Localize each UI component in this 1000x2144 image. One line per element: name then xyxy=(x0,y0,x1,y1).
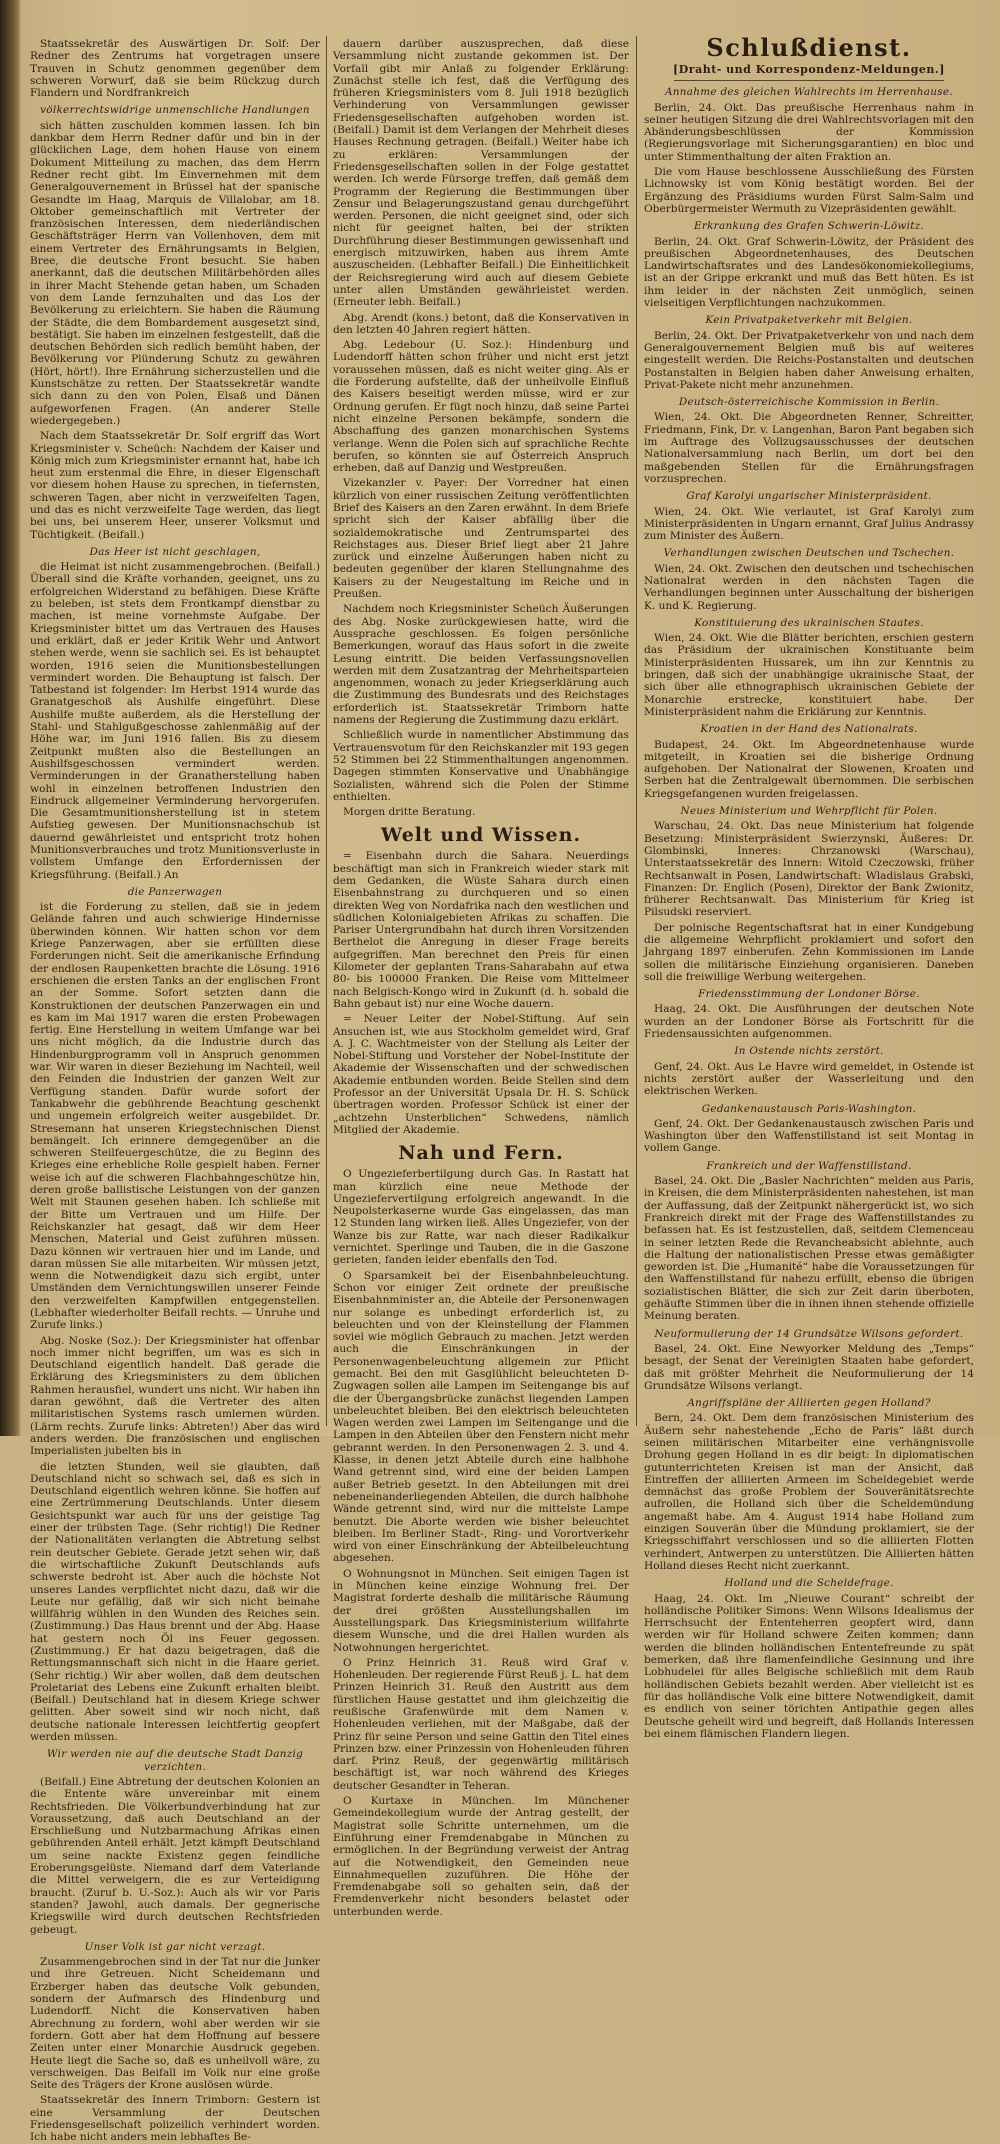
paragraph: Wien, 24. Okt. Wie verlautet, ist Graf Karolyi zum Ministerpräsidenten in Ungarn ernannt, Graf Julius Andrassy zum Minister des Äußern. xyxy=(644,505,974,543)
paragraph: Morgen dritte Beratung. xyxy=(343,806,476,819)
paragraph: Berlin, 24. Okt. Graf Schwerin-Löwitz, der Präsident des preußischen Abgeordnetenhauses, des Deutschen Landwirtschaftsrates und des Landesökonomiekollegiums, ist an der Grippe erkrankt und muß das Bett hüten. Es ist ihm leider in der nächsten Zeit unmöglich, seinen vielseitigen Verpflichtungen nachzukommen. xyxy=(644,235,974,310)
paragraph: Budapest, 24. Okt. Im Abgeordnetenhause wurde mitgeteilt, in Kroatien sei die bisherige Ordnung aufgehoben. Der Nationalrat der Slowenen, Kroaten und Serben hat die Zentralgewalt übernommen. Die serbischen Kriegsgefangenen wurden freigelassen. xyxy=(644,738,974,800)
paragraph: Genf, 24. Okt. Aus Le Havre wird gemeldet, in Ostende ist nichts zerstört außer der Wasserleitung und den elektrischen Werken. xyxy=(644,1060,974,1098)
paragraph: sich hätten zuschulden kommen lassen. Ich bin dankbar dem Herrn Redner dafür und bin in der glücklichen Lage, dem hohen Hause von einem Dokument Mitteilung zu machen, das dem Herrn Redner recht gibt. Im Einvernehmen mit dem Generalgouvernement in Brüssel hat der spanische Gesandte im Haag, Marquis de Villalobar, am 18. Oktober gemeinschaftlich mit Vertreter der französischen Interessen, dem niederländischen Geschäftsträger Herrn van Vollenhoven, dem mit einem Vertreter des Ernährungsamts in Belgien, Bree, die deutsche Front besucht. Sie haben anerkannt, daß die deutschen Militärbehörden alles in ihrer Macht Stehende getan haben, um Schaden von dem Lande fernzuhalten und das Los der Bevölkerung zu erleichtern. Sie haben die Räumung der Städte, die dem Bombardement ausgesetzt sind, bestätigt. Sie haben im einzelnen festgestellt, daß die deutschen Behörden sich redlich bemüht haben, der Bevölkerung vor Plünderung Schutz zu gewähren (Hört, hört!). Ihre Ernährung sicherzustellen und die Kunstschätze zu retten. Der Staatssekretär wandte sich dann zu den von Polen, Elsaß und Dänen aufgeworfenen Fragen. (An anderer Stelle wiedergegeben.) xyxy=(30,119,320,427)
paragraph: dauern darüber auszusprechen, daß diese Versammlung nicht zustande gekommen ist. Der Vorfall gibt mir Anlaß zu folgender Erklärung: Zunächst stelle ich fest, daß die Verfügung des früheren Kriegsministers vom 8. Juli 1918 bezüglich Verhinderung von Versammlungen gewisser Friedensgesellschaften aufgehoben worden ist. (Beifall.) Damit ist dem Verlangen der Mehrheit dieses Hauses Rechnung getragen. (Beifall.) Weiter habe ich zu erklären: Versammlungen der Friedensgesellschaften sollen in der Folge gestattet werden. Ich werde Fürsorge treffen, daß gemäß dem Programm der Regierung die Bestimmungen über Zensur und Belagerungszustand genau durchgeführt werden. Personen, die nicht geeignet sind, oder sich nicht für geeignet halten, bei der strikten Durchführung dieser Bestimmungen gewissenhaft und energisch mitzuwirken, haben aus ihrem Amte auszuscheiden. (Lebhafter Beifall.) Die Einheitlichkeit der Reichsregierung wird auch auf diesem Gebiete unter allen Umständen gewährleistet werden. (Erneuter lebh. Beifall.) xyxy=(333,38,629,309)
paragraph: Wien, 24. Okt. Wie die Blätter berichten, erschien gestern das Präsidium der ukrainischen Konstituante beim Ministerpräsidenten Hussarek, um ihn zur Kenntnis zu bringen, daß sich der unabhängige ukrainische Staat, der sich über alle ethnographisch ukrainischen Gebiete der Monarchie erstrecke, konstituiert habe. Der Ministerpräsident nahm die Erklärung zur Kenntnis. xyxy=(644,632,974,718)
paragraph: Staatssekretär des Innern Trimborn: Gestern ist eine Versammlung der Deutschen Friedensgesellschaft polizeilich verhindert worden. Ich habe nicht anders mein lebhaftes Be- xyxy=(30,2094,320,2144)
paragraph: Berlin, 24. Okt. Der Privatpaketverkehr von und nach dem Generalgouvernement Belgien muß bis auf weiteres eingestellt werden. Die Reichs-Postanstalten und deutschen Postanstalten in Belgien haben daher Anweisung erhalten, Privat-Pakete nicht mehr anzunehmen. xyxy=(644,329,974,391)
paragraph: = Eisenbahn durch die Sahara. Neuerdings beschäftigt man sich in Frankreich wieder stark mit dem Gedanken, die Wüste Sahara durch einen Eisenbahnstrang zu durchqueren und so einen direkten Weg von Nordafrika nach den westlichen und südlichen Kolonialgebieten Afrikas zu schaffen. Die Pariser Untergrundbahn hat durch ihren Vorsitzenden Berthelot die Anregung in dieser Frage bereits aufgegriffen. Man berechnet den Preis für einen Kilometer der geplanten Trans-Saharabahn auf etwa 80- bis 100000 Franken. Die Reise vom Mittelmeer nach Belgisch-Kongo wird in Zukunft (d. h. sobald die Bahn gebaut ist) nur eine Woche dauern. xyxy=(333,850,629,1010)
subheading: Unser Volk ist gar nicht verzagt. xyxy=(84,1940,266,1953)
section-subtitle: [Draht- und Korrespondenz-Meldungen.] xyxy=(673,63,945,76)
subheading: Kroatien in der Hand des Nationalrats. xyxy=(700,723,918,736)
subheading: völkerrechtswidrige unmenschliche Handlungen xyxy=(40,104,310,117)
subheading: Friedensstimmung der Londoner Börse. xyxy=(698,988,920,1001)
column-1 xyxy=(30,38,320,2144)
subheading: Holland und die Scheldefrage. xyxy=(724,1577,894,1590)
paragraph: Genf, 24. Okt. Der Gedankenaustausch zwischen Paris und Washington über den Waffenstillstand ist seit Montag in vollem Gange. xyxy=(644,1117,974,1155)
paragraph: Abg. Noske (Soz.): Der Kriegsminister hat offenbar noch immer nicht begriffen, um was es sich in Deutschland eigentlich handelt. Daß gerade die Erklärung des Kriegsministers zu dem üblichen Rahmen herausfiel, wundert uns nicht. Wir haben ihn daran gewöhnt, daß die Vertreter des alten militaristischen Systems rasch umlernen würden. (Lärm rechts. Zurufe links: Abtreten!) Aber das wird anders werden. Die französischen und englischen Imperialisten jubelten bis in xyxy=(30,1334,320,1458)
subheading: Deutsch-österreichische Kommission in Berlin. xyxy=(678,396,940,409)
subheading: Gedankenaustausch Paris-Washington. xyxy=(701,1102,917,1115)
paragraph: (Beifall.) Eine Abtretung der deutschen Kolonien an die Entente wäre unvereinbar mit einem Rechtsfrieden. Die Völkerbundverbindung hat zur Voraussetzung, daß auch Deutschland an der Erschließung und Nutzbarmachung Afrikas einen gebührenden Anteil erhält. Jetzt kämpft Deutschland um seine nackte Existenz gegen feindliche Eroberungsgelüste. Niemand darf dem Vaterlande die Mittel verweigern, die es zur Verteidigung braucht. (Zuruf b. U.-Soz.): Auch als wir vor Paris standen? Jawohl, auch damals. Der gegnerische Kriegswille wird durch deutschen Rechtsfrieden gebeugt. xyxy=(30,1775,320,1936)
binding-spine xyxy=(0,0,20,1436)
paragraph: Wien, 24. Okt. Zwischen den deutschen und tschechischen Nationalrat werden in den nächsten Tagen die Verhandlungen beginnen unter Ausschaltung der bisherigen K. und K. Regierung. xyxy=(644,562,974,612)
paragraph: O Kurtaxe in München. Im Münchener Gemeindekollegium wurde der Antrag gestellt, der Magistrat solle Schritte unternehmen, um die Einführung einer Fremdenabgabe in München zu ermöglichen. In der Begründung verweist der Antrag auf die Notwendigkeit, den Gemeinden neue Einnahmequellen zuzuführen. Die Höhe der Fremdenabgabe soll so gehalten sein, daß der Fremdenverkehr nicht besonders belastet oder unterbunden werde. xyxy=(333,1795,629,1918)
paragraph: Berlin, 24. Okt. Das preußische Herrenhaus nahm in seiner heutigen Sitzung die drei Wahlrechtsvorlagen mit den Abänderungsbeschlüssen der Kommission (Regierungsvorlage mit Sicherungsgarantien) en bloc und unter Stimmenthaltung der alten Fraktion an. xyxy=(644,101,974,163)
column-3 xyxy=(644,33,974,1740)
paragraph: ist die Forderung zu stellen, daß sie in jedem Gelände fahren und auch schwierige Hindernisse überwinden können. Wir hatten schon vor dem Kriege Panzerwagen, aber sie erfüllten diese Forderungen nicht. Seit die amerikanische Erfindung der endlosen Raupenketten brachte die Lösung. 1916 erschienen die ersten Tanks an der englischen Front an der Somme. Sofort setzten dann die Konstruktionen der deutschen Panzerwagen ein und es kam im Mai 1917 waren die ersten Probewagen fertig. Eine Herstellung in weitem Umfange war bei uns nicht möglich, da die Industrie durch das Hindenburgprogramm voll in Anspruch genommen war. Wir waren in dieser Beziehung im Nachteil, weil den Feinden die Industrien der ganzen Welt zur Verfügung standen. Dafür wurde sofort der Tankabwehr die gebührende Beachtung geschenkt und ungemein erfolgreich weiter ausgebildet. Dr. Stresemann hat unseren Kriegstechnischen Dienst bemängelt. Ich erinnere demgegenüber an die schweren Steilfeuergeschütze, die zu Beginn des Krieges eine erhebliche Rolle gespielt haben. Ferner weise ich auf die schweren Flachbahngeschütze hin, deren große ballistische Leistungen von der ganzen Welt mit Staunen gesehen haben. Ich schließe mit der Bitte um Vertrauen und um Hilfe. Der Reichskanzler hat gesagt, daß wir dem Heer Menschen, Material und Geist zuführen müssen. Dazu können wir vertrauen hier und im Lande, und daran müssen Sie alle mitarbeiten. Wir müssen jetzt, wenn die Notwendigkeit dazu sich ergibt, unter Umständen dem Vernichtungswillen unserer Feinde den verzweifelten Kampfwillen entgegenstellen. (Lebhafter wiederholter Beifall rechts. — Unruhe und Zurufe links.) xyxy=(30,901,320,1332)
section-heading: Nah und Fern. xyxy=(398,1142,564,1165)
paragraph: Staatssekretär des Auswärtigen Dr. Solf: Der Redner des Zentrums hat vorgetragen unsere Trauven in Schutz genommen gegenüber dem schweren Vorwurf, daß sie beim Rückzug durch Flandern und Nordfrankreich xyxy=(30,38,320,100)
paragraph: Abg. Arendt (kons.) betont, daß die Konservativen in den letzten 40 Jahren regiert hätten. xyxy=(333,311,629,336)
subheading: Annahme des gleichen Wahlrechts im Herrenhause. xyxy=(665,86,953,99)
subheading: In Ostende nichts zerstört. xyxy=(734,1045,884,1058)
subheading: Frankreich und der Waffenstillstand. xyxy=(706,1159,912,1172)
paragraph: Haag, 24. Okt. Die Ausführungen der deutschen Note wurden an der Londoner Börse als Fortschritt für die Friedensaussichten aufgenommen. xyxy=(644,1003,974,1041)
paragraph: Der polnische Regentschaftsrat hat in einer Kundgebung die allgemeine Wehrpflicht proklamiert und sofort den Jahrgang 1897 einberufen. Zehn Kommissionen im Lande sollen die militärische Einziehung organisieren. Daneben soll die freiwillige Werbung weitergehen. xyxy=(644,921,974,983)
paragraph: O Ungezieferbertilgung durch Gas. In Rastatt hat man kürzlich eine neue Methode der Ungeziefervertilgung erfolgreich angewandt. In die Neupolsterkaserne wurde Gas eingelassen, das man 12 Stunden lang wirken ließ. Alles Ungeziefer, von der Wanze bis zur Ratte, war nach dieser Radikalkur vernichtet. Sperlinge und Tauben, die in die Gaszone gerieten, fanden leider ebenfalls den Tod. xyxy=(333,1168,629,1267)
paragraph: Basel, 24. Okt. Die „Basler Nachrichten“ melden aus Paris, in Kreisen, die dem Ministerpräsidenten nahestehen, ist man der Auffassung, daß der Zeitpunkt nähergerückt ist, wo sich Frankreich direkt mit der Frage des Waffenstillstandes zu befassen hat. Es ist festzustellen, daß, seitdem Clemenceau in seiner letzten Rede die Revancheabsicht ablehnte, auch die Haltung der nationalistischen Presse etwas gemäßigter geworden ist. Die „Humanité“ habe die Voraussetzungen für den Waffenstillstand für nahezu erfüllt, ebenso die übrigen sozialistischen Blätter, die sich zur Zeit darin überboten, gehäufte Stimmen über die in ihnen ihnen stehende offizielle Meinung beraten. xyxy=(644,1175,974,1323)
subheading: Neues Ministerium und Wehrpflicht für Polen. xyxy=(680,805,938,818)
paragraph: O Prinz Heinrich 31. Reuß wird Graf v. Hohenleuden. Der regierende Fürst Reuß j. L. hat dem Prinzen Heinrich 31. Reuß den Austritt aus dem fürstlichen Hause gestattet und ihm gleichzeitig die reußische Grafenwürde mit dem Namen v. Hohenleuden verliehen, mit der Maßgabe, daß der Prinz für seine Person und seine Gattin den Titel eines Prinzen bzw. einer Prinzessin von Hohenleuden führen darf. Prinz Reuß, der gegenwärtig militärisch beschäftigt ist, war noch während des Krieges deutscher Gesandter in Teheran. xyxy=(333,1656,629,1792)
paragraph: Basel, 24. Okt. Eine Newyorker Meldung des „Temps“ besagt, der Senat der Vereinigten Staaten habe gefordert, daß mit größter Mehrheit die Neuformulierung der 14 Grundsätze Wilsons verlangt. xyxy=(644,1342,974,1392)
column-3-body xyxy=(644,86,974,1740)
paragraph: Wien, 24. Okt. Die Abgeordneten Renner, Schreitter, Friedmann, Fink, Dr. v. Langenhan, Baron Pant begaben sich im Auftrage des Vollzugsausschusses der deutschen Nationalversammlung nach Berlin, um dort bei den maßgebenden Stellen für die Ernährungsfragen vorzusprechen. xyxy=(644,411,974,485)
paragraph: Die vom Hause beschlossene Ausschließung des Fürsten Lichnowsky ist vom König bestätigt worden. Bei der Ergänzung des Präsidiums wurden Fürst Salm-Salm und Oberbürgermeister Wermuth zu Vizepräsidenten gewählt. xyxy=(644,166,974,215)
paragraph: Zusammengebrochen sind in der Tat nur die Junker und ihre Getreuen. Nicht Scheidemann und Erzberger haben das deutsche Volk gebunden, sondern der Aufmarsch des Hindenburg und Ludendorff. Nicht die Konservativen haben Abrechnung zu fordern, wohl aber werden wir sie fordern. Gott aber hat dem Hoffnung auf bessere Zeiten unter einer Monarchie Ausdruck gegeben. Heute liegt die Sache so, daß es unheilvoll wäre, zu verschweigen. Das Beifall im Volk nur eine große Seite des Trägers der Krone auslösen würde. xyxy=(30,1956,320,2092)
column-rule xyxy=(326,36,327,1426)
paragraph: O Wohnungsnot in München. Seit einigen Tagen ist in München keine einzige Wohnung frei. Der Magistrat forderte deshalb die militärische Räumung der drei größten Ausstellungshallen im Ausstellungspark. Das Kriegsministerium willfahrte diesem Wunsche, und die drei Hallen wurden als Notwohnungen hergerichtet. xyxy=(333,1567,629,1654)
paragraph: = Neuer Leiter der Nobel-Stiftung. Auf sein Ansuchen ist, wie aus Stockholm gemeldet wird, Graf A. J. C. Wachtmeister von der Stellung als Leiter der Nobel-Stiftung und Vorsteher der Nobel-Institute der Akademie der Wissenschaften und der schwedischen Akademie entbunden worden. Beide Stellen sind dem Professor an der Universität Upsala Dr. H. S. Schück übertragen worden. Professor Schück ist einer der „achtzehn Unsterblichen“ Schwedens, nämlich Mitglied der Akademie. xyxy=(333,1013,629,1136)
subheading: Das Heer ist nicht geschlagen, xyxy=(89,545,261,558)
subheading: die Panzerwagen xyxy=(127,885,223,898)
paragraph: Bern, 24. Okt. Dem dem französischen Ministerium des Äußern sehr nahestehende „Echo de Paris“ läßt durch seinen militärischen Mitarbeiter eine verhängnisvolle Drohung gegen Holland in es dir beigt: In diplomatischen gutunterrichteten Kreisen ist man der Ansicht, daß Eintreffen der alliierten Armeen im Scheldegebiet werde demnächst das große Problem der Souveränitätsrechte aufrollen, die Holland sich über die Scheldemündung angemaßt habe. Am 4. August 1914 habe Holland zum einzigen Souverän über die Mündung proklamiert, sie der Kriegsschiffahrt verschlossen und so die alliierten Flotten verhindert, Antwerpen zu unterstützen. Die Alliierten hätten Holland dieses Recht nicht zuerkannt. xyxy=(644,1412,974,1572)
paragraph: Schließlich wurde in namentlicher Abstimmung das Vertrauensvotum für den Reichskanzler mit 193 gegen 52 Stimmen bei 22 Stimmenthaltungen angenommen. Dagegen stimmten Konservative und Unabhängige Sozialisten, während sich die Polen der Stimme enthielten. xyxy=(333,729,629,803)
subheading: Verhandlungen zwischen Deutschen und Tschechen. xyxy=(663,547,955,560)
subheading: Graf Karolyi ungarischer Ministerpräsident. xyxy=(686,490,932,503)
paragraph: die letzten Stunden, weil sie glaubten, daß Deutschland nicht so schwach sei, daß es sich in Deutschland eigentlich wehren könne. Sie hoffen auf eine Zertrümmerung Deutschlands. Unter diesem Gesichtspunkt war auch für uns der geistige Tag einer der trübsten Tage. (Sehr richtig!) Die Redner der Nationalitäten verlangten die Abtretung selbst rein deutscher Gebiete. Gerade jetzt sehen wir, daß die wirtschaftliche Zukunft Deutschlands aufs schwerste bedroht ist. Aber auch die höchste Not unseres Landes verpflichtet nicht dazu, daß wir die Leute nur gefällig, daß wir sich nicht beinahe willfährig wühlen in den Wunden des Reiches sein. (Zustimmung.) Das Haus brennt und der Abg. Haase hat gestern noch Öl ins Feuer gegossen. (Zustimmung.) Er hat dazu beigetragen, daß die Rettungsmannschaft sich nicht in die Haare geriet. (Sehr richtig.) Wir aber wollen, daß dem deutschen Proletariat des Lebens eine Zukunft erhalten bleibt. (Beifall.) Deutschland hat in diesem Kriege schwer gelitten. Aber soweit sind wir noch nicht, daß deutsche nationale Interessen leichtfertig geopfert werden müssen. xyxy=(30,1460,320,1744)
subheading: Konstituierung des ukrainischen Staates. xyxy=(694,616,924,629)
paragraph: Nachdem noch Kriegsminister Scheüch Äußerungen des Abg. Noske zurückgewiesen hatte, wird die Aussprache geschlossen. Es folgen persönliche Bemerkungen, worauf das Haus sofort in die zweite Lesung eintritt. Die beiden Verfassungsnovellen werden mit dem Zusatzantrag der Mehrheitsparteien angenommen, wonach zu jeder Kriegserklärung auch die Zustimmung des Bundesrats und des Reichstages erforderlich ist. Staatssekretär Trimborn hatte namens der Regierung die Zustimmung dazu erklärt. xyxy=(333,603,629,727)
subheading: Wir werden nie auf die deutsche Stadt Danzig verzichten. xyxy=(46,1748,304,1773)
paragraph: O Sparsamkeit bei der Eisenbahnbeleuchtung. Schon vor einiger Zeit ordnete der preußische Eisenbahnminister an, die Abteile der Personenwagen nur solange es unbedingt erforderlich ist, zu beleuchten und von der Kleinstellung der Flammen soviel wie möglich Gebrauch zu machen. Jetzt werden auch die Einschränkungen in der Personenwagenbeleuchtung allgemein zur Pflicht gemacht. Bei den mit Gasglühlicht beleuchteten D-Zugwagen sollen alle Lampen im Seitengange bis auf die der Übergangsbrücke zunächst liegenden Lampen unbeleuchtet bleiben. Bei den elektrisch beleuchteten Wagen werden zwei Lampen im Seitengange und die Lampen in den Abteilen über den Fenstern nicht mehr gebrannt werden. In den Personenwagen 2. 3. und 4. Klasse, in denen jetzt Abteile durch eine halbhohe Wand getrennt sind, wird eine der beiden Lampen außer Betrieb gesetzt. In den Abteilungen mit drei nebeneinanderliegenden Abteilen, die durch halbhohe Wände getrennt sind, wird nur die mittelste Lampe benutzt. Die Aborte werden wie bisher beleuchtet bleiben. Im Berliner Stadt-, Ring- und Vorortverkehr wird von einer Einschränkung der Abteilbeleuchtung abgesehen. xyxy=(333,1269,629,1565)
paragraph: die Heimat ist nicht zusammengebrochen. (Beifall.) Überall sind die Kräfte vorhanden, geeignet, uns zu erfolgreichen Widerstand zu befähigen. Diese Kräfte zu beleben, ist stets dem Frontkampf dienstbar zu machen, ist meine vornehmste Aufgabe. Der Kriegsminister bittet um das Vertrauen des Hauses und erklärt, daß er jeder Kritik Wehr und Antwort stehen werde, wenn sie sachlich sei. Es ist behauptet worden, 1916 seien die Munitionsbestellungen vermindert worden. Die Behauptung ist falsch. Der Tatbestand ist folgender: Im Herbst 1914 wurde das Granatgeschoß als Aushilfe eingeführt. Diese Aushilfe mußte außerdem, als die Herstellung der Stahl- und Stahlgußgeschosse zahlenmäßig auf der Höhe war, im Juni 1916 fallen. Bis zu diesem Zeitpunkt mußten also die Bestellungen an Aushilfsgeschossen vermindert werden. Verminderungen in der Granatherstellung haben wohl in einzelnen betroffenen Industrien den Eindruck allgemeiner Verminderung hervorgerufen. Die Gesamtmunitionsherstellung ist in stetem Aufstieg gewesen. Der Munitionsnachschub ist dauernd gewährleistet und entspricht trotz hohen Munitionsverbrauches und trotz Munitionsverluste in vollstem Umfange den Erfordernissen der Kriegsführung. (Beifall.) An xyxy=(30,561,320,881)
column-rule xyxy=(636,36,637,1426)
section-title: Schlußdienst. xyxy=(706,33,912,62)
column-2 xyxy=(333,38,629,1918)
paragraph: Abg. Ledebour (U. Soz.): Hindenburg und Ludendorff hätten schon früher und nicht erst jetzt voraussehen müssen, daß es nicht weiter ging. Als er die Forderung aufstellte, daß der unheilvolle Einfluß des Kaisers beseitigt werden müsse, wird er zur Ordnung gerufen. Er fügt noch hinzu, daß seine Partei nicht einzelne Personen bekämpfe, sondern die Abschaffung des ganzen monarchischen Systems verlange. Wenn die Polen sich auf sprachliche Rechte berufen, so könnten sie auf Österreich Anspruch erheben, daß auf Danzig und Westpreußen. xyxy=(333,339,629,475)
paragraph: Haag, 24. Okt. Im „Nieuwe Courant“ schreibt der holländische Politiker Simons: Wenn Wilsons Idealismus der Herrschsucht der Ententeherren geopfert wird, dann werden wir für Holland schwere Zeiten kommen; dann werden die blinden holländischen Ententefreunde zu spät bemerken, daß ihre flamenfeindliche Gesinnung und ihre Lobhudelei für alles Belgische schließlich mit dem Raub holländischen Gebiets bezahlt werden. Aber vielleicht ist es für das holländische Volk eine bittere Notwendigkeit, damit es endlich von seiner törichten Antipathie gegen alles Deutsche geheilt wird und begreift, daß Hollands Interessen bei einem flämischen Flandern liegen. xyxy=(644,1592,974,1740)
divider xyxy=(674,80,944,81)
paragraph: Nach dem Staatssekretär Dr. Solf ergriff das Wort Kriegsminister v. Scheüch: Nachdem der Kaiser und König mich zum Kriegsminister ernannt hat, habe ich heut zum erstenmal die Ehre, in dieser Eigenschaft vor diesem hohen Hause zu sprechen, in tiefernsten, schweren Tagen, aber nicht in verzweifelten Tagen, und das es nicht verzweifelte Tage werden, das liegt bei uns, bei unserem Heer, unserer Volksmut und Tüchtigkeit. (Beifall.) xyxy=(30,430,320,541)
subheading: Angriffspläne der Alliierten gegen Holland? xyxy=(687,1397,931,1410)
section-heading: Welt und Wissen. xyxy=(380,824,582,847)
subheading: Kein Privatpaketverkehr mit Belgien. xyxy=(705,314,913,327)
subheading: Erkrankung des Grafen Schwerin-Löwitz. xyxy=(693,220,925,233)
paragraph: Vizekanzler v. Payer: Der Vorredner hat einen kürzlich von einer russischen Zeitung veröffentlichten Brief des Kaisers an den Zaren erwähnt. In dem Briefe spricht sich der Kaiser abfällig über die sozialdemokratische und Zentrumspartei des Reichstages aus. Dieser Brief liegt aber 21 Jahre zurück und einzelne Äußerungen haben nicht zu bedeuten gegenüber der klaren Stellungnahme des Kaisers zu der Neugestaltung im Reiche und in Preußen. xyxy=(333,477,629,601)
subheading: Neuformulierung der 14 Grundsätze Wilsons gefordert. xyxy=(654,1327,964,1340)
paragraph: Warschau, 24. Okt. Das neue Ministerium hat folgende Besetzung: Ministerpräsident Swierzynski, Äußeres: Dr. Glombinski, Inneres: Chrzanowski (Warschau), Unterstaatssekretär des Innern: Witold Czeczowski, früher Rechtsanwalt in Posen, Landwirtschaft: Wladislaus Grabski, Finanzen: Dr. Englich (Posen), Direktor der Bank Zwionitz, früherer Rechtsanwalt. Das Ministerium für Krieg ist Pilsudski reserviert. xyxy=(644,820,974,919)
